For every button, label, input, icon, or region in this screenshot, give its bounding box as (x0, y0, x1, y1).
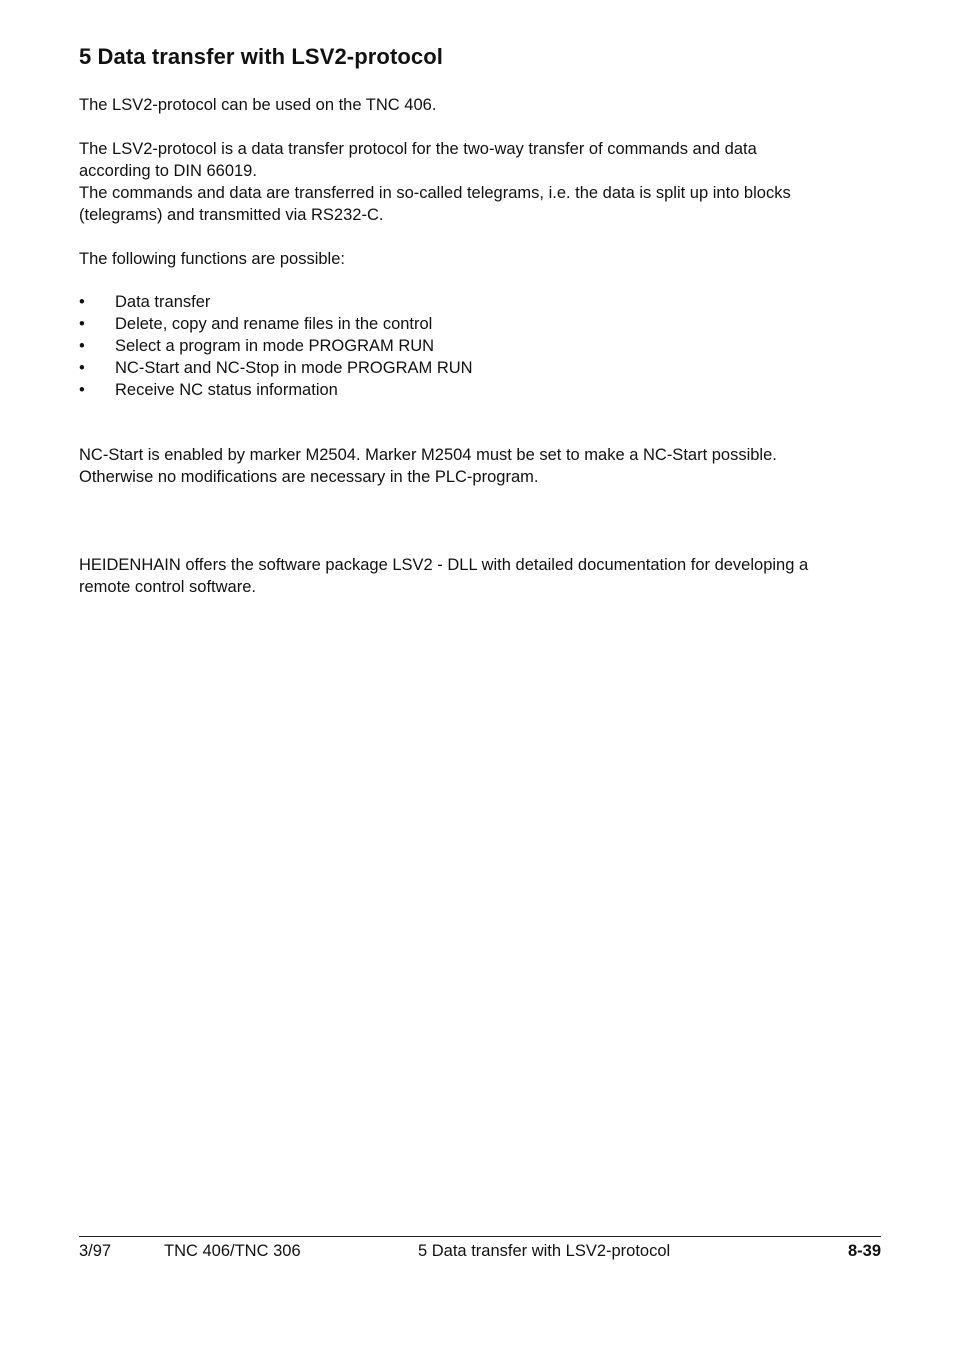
text-line: The LSV2-protocol is a data transfer protocol for the two-way transfer of commands and data (79, 140, 757, 158)
footer-model: TNC 406/TNC 306 (164, 1242, 301, 1260)
text-line: NC-Start is enabled by marker M2504. Marker M2504 must be set to make a NC-Start possible. (79, 446, 777, 464)
protocol-description-paragraph (79, 138, 889, 226)
list-item (79, 313, 473, 335)
text-line: according to DIN 66019. (79, 162, 257, 180)
bullet-icon: • (79, 315, 85, 333)
intro-paragraph: The LSV2-protocol can be used on the TNC 406. (79, 96, 437, 114)
list-item-label: Receive NC status information (115, 381, 338, 399)
footer-page-number: 8-39 (847, 1242, 881, 1260)
list-item-label: Data transfer (115, 293, 211, 311)
list-item-label: NC-Start and NC-Stop in mode PROGRAM RUN (115, 359, 473, 377)
footer-section: 5 Data transfer with LSV2-protocol (418, 1242, 671, 1260)
text-line: The commands and data are transferred in so-called telegrams, i.e. the data is split up into blocks (79, 184, 791, 202)
text-line: HEIDENHAIN offers the software package LSV2 - DLL with detailed documentation for developing a (79, 556, 809, 574)
software-package-paragraph (79, 554, 889, 598)
list-item (79, 379, 473, 401)
text-line: (telegrams) and transmitted via RS232-C. (79, 206, 384, 224)
footer-divider (79, 1236, 881, 1237)
list-item (79, 335, 473, 357)
page-title: 5 Data transfer with LSV2-protocol (79, 44, 444, 69)
bullet-icon: • (79, 381, 85, 399)
text-line: Otherwise no modifications are necessary in the PLC-program. (79, 468, 539, 486)
list-item-label: Select a program in mode PROGRAM RUN (115, 337, 435, 355)
bullet-icon: • (79, 359, 85, 377)
list-item-label: Delete, copy and rename files in the control (115, 315, 433, 333)
text-line: remote control software. (79, 578, 256, 596)
list-item (79, 357, 473, 379)
bullet-icon: • (79, 293, 85, 311)
functions-list (79, 291, 473, 401)
nc-start-paragraph (79, 444, 889, 488)
footer-date: 3/97 (79, 1242, 112, 1260)
functions-intro: The following functions are possible: (79, 250, 345, 268)
bullet-icon: • (79, 337, 85, 355)
list-item (79, 291, 473, 313)
